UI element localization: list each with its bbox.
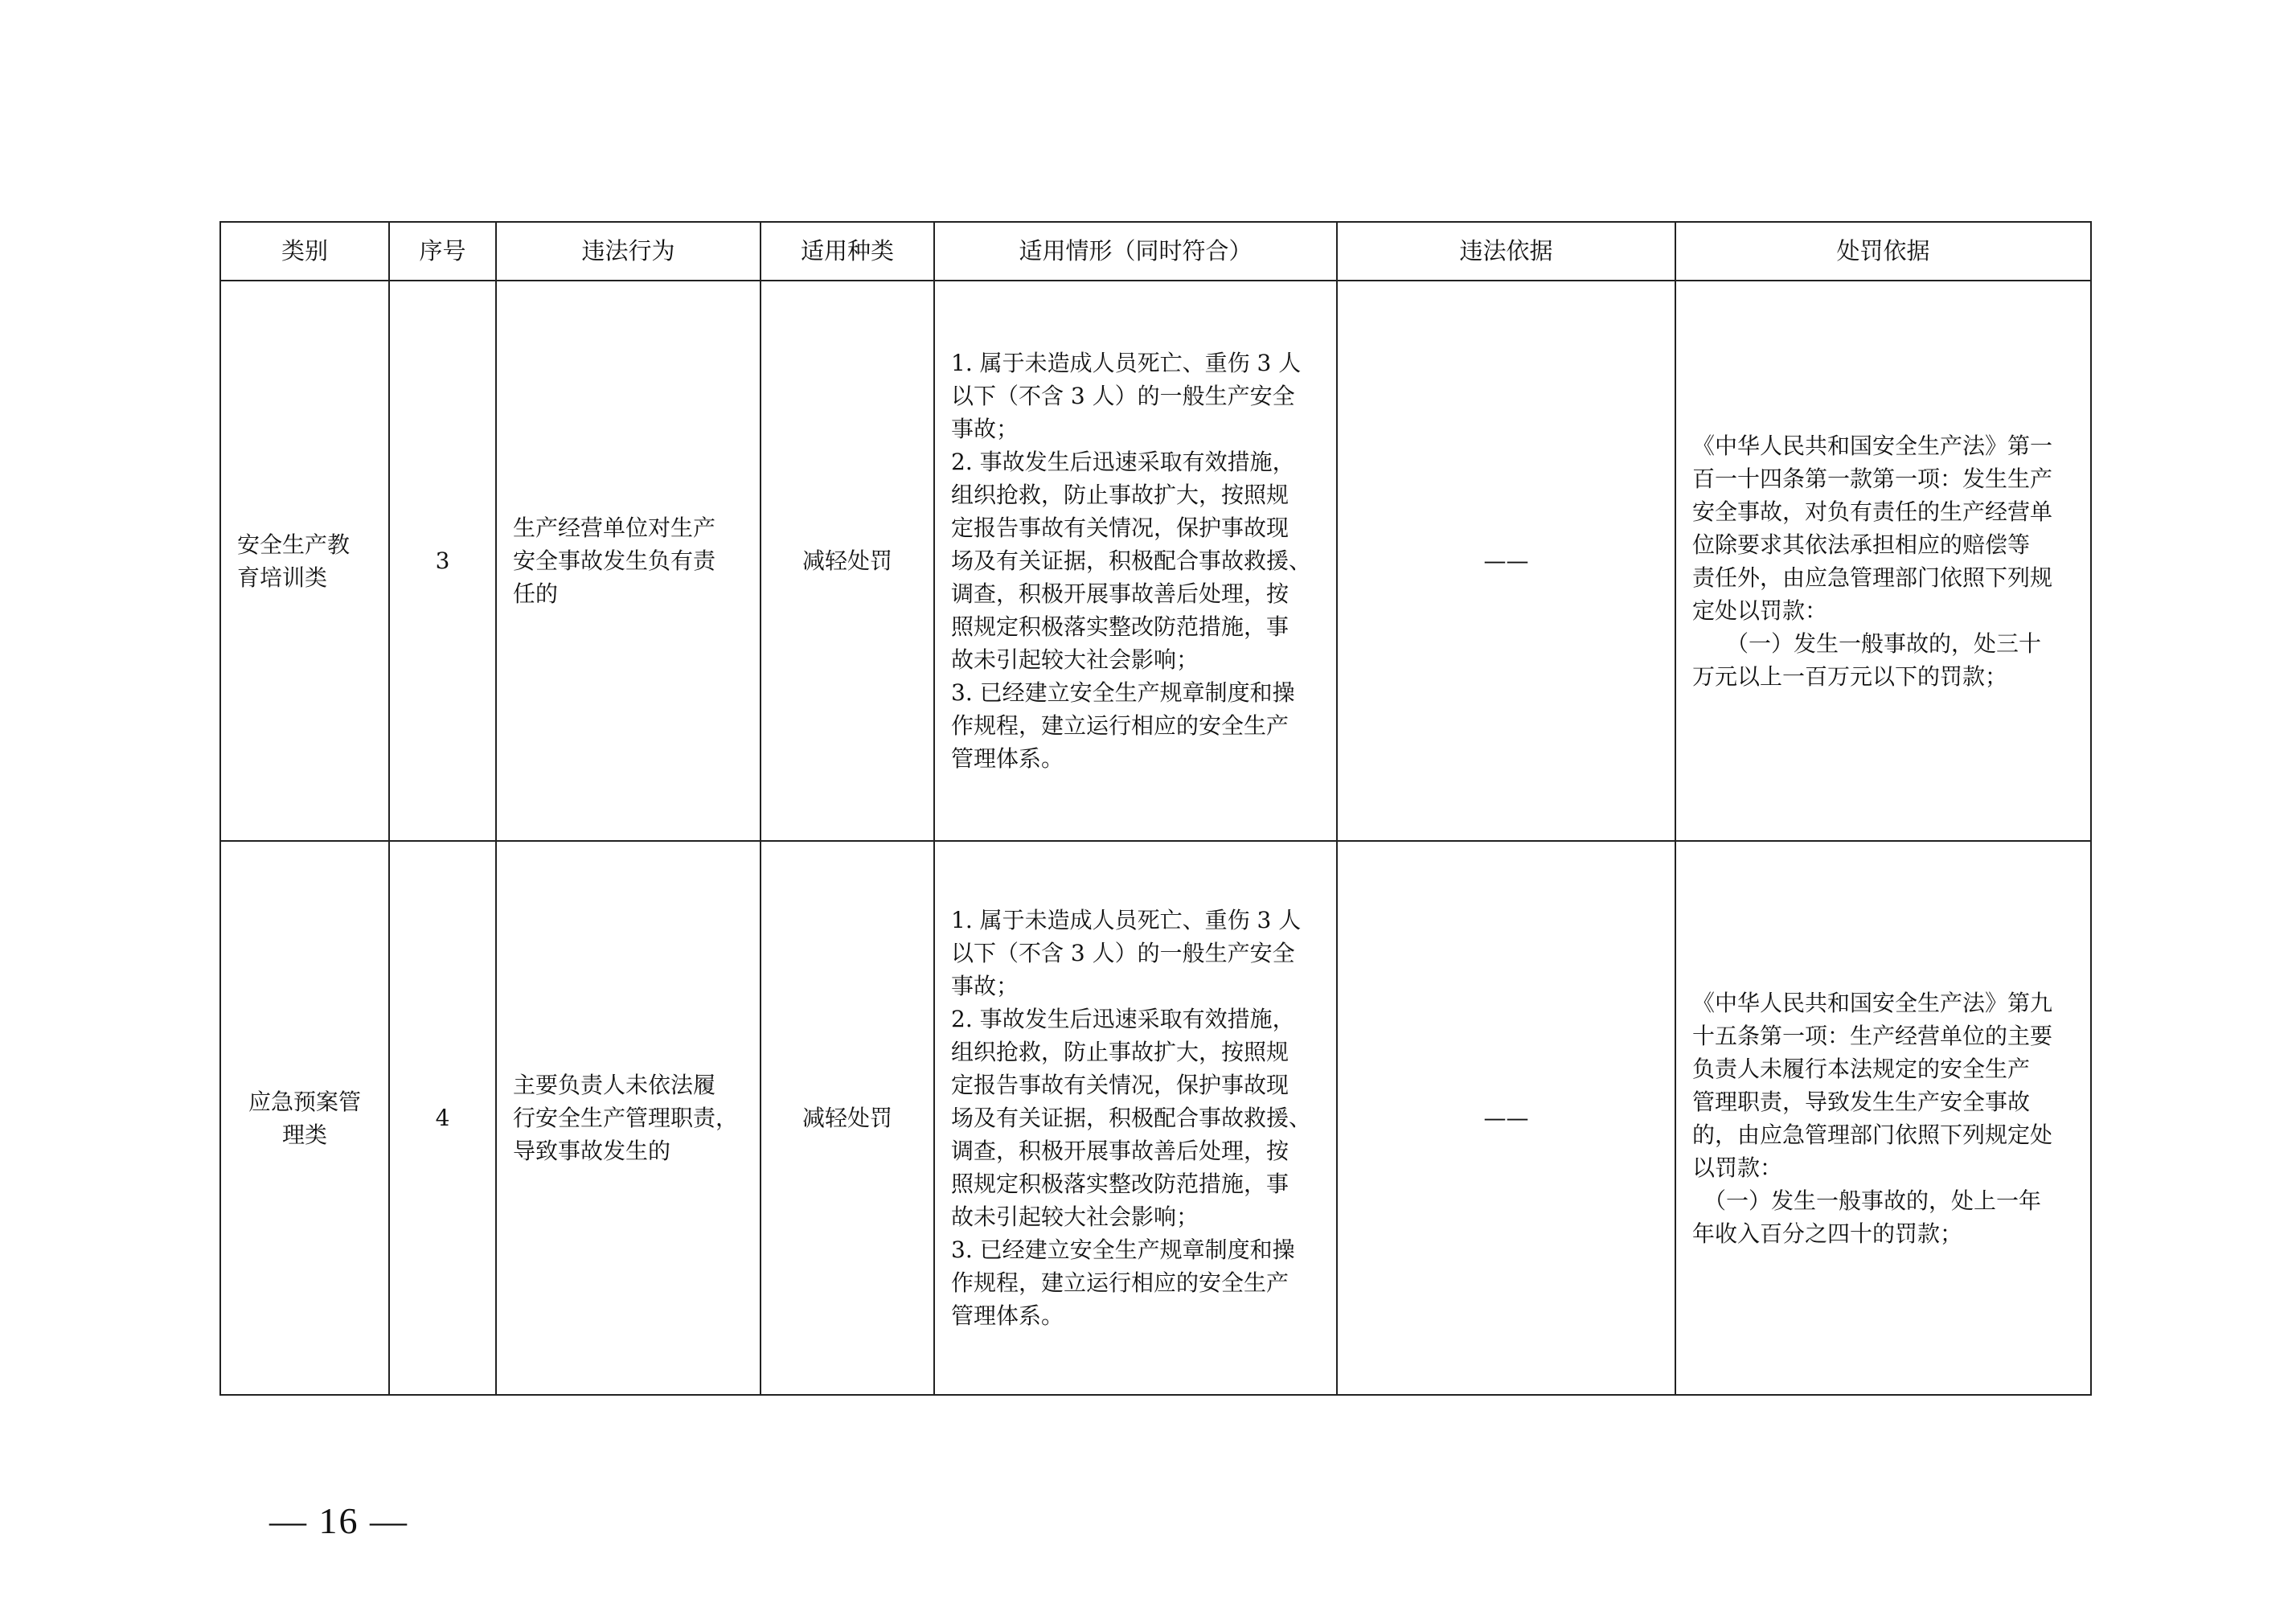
header-conditions: 适用情形（同时符合） [934, 222, 1337, 281]
cell-number: 3 [389, 281, 496, 841]
cell-violation: 生产经营单位对生产 安全事故发生负有责 任的 [496, 281, 761, 841]
cell-legal-basis: —— [1337, 281, 1675, 841]
table-header-row [220, 222, 2091, 281]
cell-penalty-basis: 《中华人民共和国安全生产法》第九 十五条第一项：生产经营单位的主要 负责人未履行本法规定的安全生产 管理职责，导致发生生产安全事故 的，由应急管理部门依照下列规定处 以罚款： （一）发生一般事故的，处上一年 年收入百分之四十的罚款； [1675, 841, 2091, 1395]
header-type: 适用种类 [761, 222, 934, 281]
table-row [220, 841, 2091, 1395]
cell-conditions: 1. 属于未造成人员死亡、重伤 3 人 以下（不含 3 人）的一般生产安全 事故； 2. 事故发生后迅速采取有效措施， 组织抢救，防止事故扩大，按照规 定报告事故有关情况，保护事故现 场及有关证据，积极配合事故救援、 调查，积极开展事故善后处理，按 照规定积极落实整改防范措施，事 故未引起较大社会影响； 3. 已经建立安全生产规章制度和操 作规程，建立运行相应的安全生产 管理体系。 [934, 281, 1337, 841]
page-number: — 16 — [269, 1500, 408, 1541]
cell-type: 减轻处罚 [761, 281, 934, 841]
header-penalty-basis: 处罚依据 [1675, 222, 2091, 281]
cell-conditions: 1. 属于未造成人员死亡、重伤 3 人 以下（不含 3 人）的一般生产安全 事故； 2. 事故发生后迅速采取有效措施， 组织抢救，防止事故扩大，按照规 定报告事故有关情况，保护事故现 场及有关证据，积极配合事故救援、 调查，积极开展事故善后处理，按 照规定积极落实整改防范措施，事 故未引起较大社会影响； 3. 已经建立安全生产规章制度和操 作规程，建立运行相应的安全生产 管理体系。 [934, 841, 1337, 1395]
table-row [220, 281, 2091, 841]
cell-number: 4 [389, 841, 496, 1395]
header-violation: 违法行为 [496, 222, 761, 281]
header-category: 类别 [220, 222, 389, 281]
header-legal-basis: 违法依据 [1337, 222, 1675, 281]
cell-legal-basis: —— [1337, 841, 1675, 1395]
cell-category: 安全生产教 育培训类 [220, 281, 389, 841]
penalty-table [219, 221, 2092, 1396]
header-number: 序号 [389, 222, 496, 281]
cell-violation: 主要负责人未依法履 行安全生产管理职责， 导致事故发生的 [496, 841, 761, 1395]
cell-type: 减轻处罚 [761, 841, 934, 1395]
cell-penalty-basis: 《中华人民共和国安全生产法》第一 百一十四条第一款第一项：发生生产 安全事故，对负有责任的生产经营单 位除要求其依法承担相应的赔偿等 责任外，由应急管理部门依照下列规 定处以罚款： （一）发生一般事故的，处三十 万元以上一百万元以下的罚款； [1675, 281, 2091, 841]
cell-category: 应急预案管 理类 [220, 841, 389, 1395]
